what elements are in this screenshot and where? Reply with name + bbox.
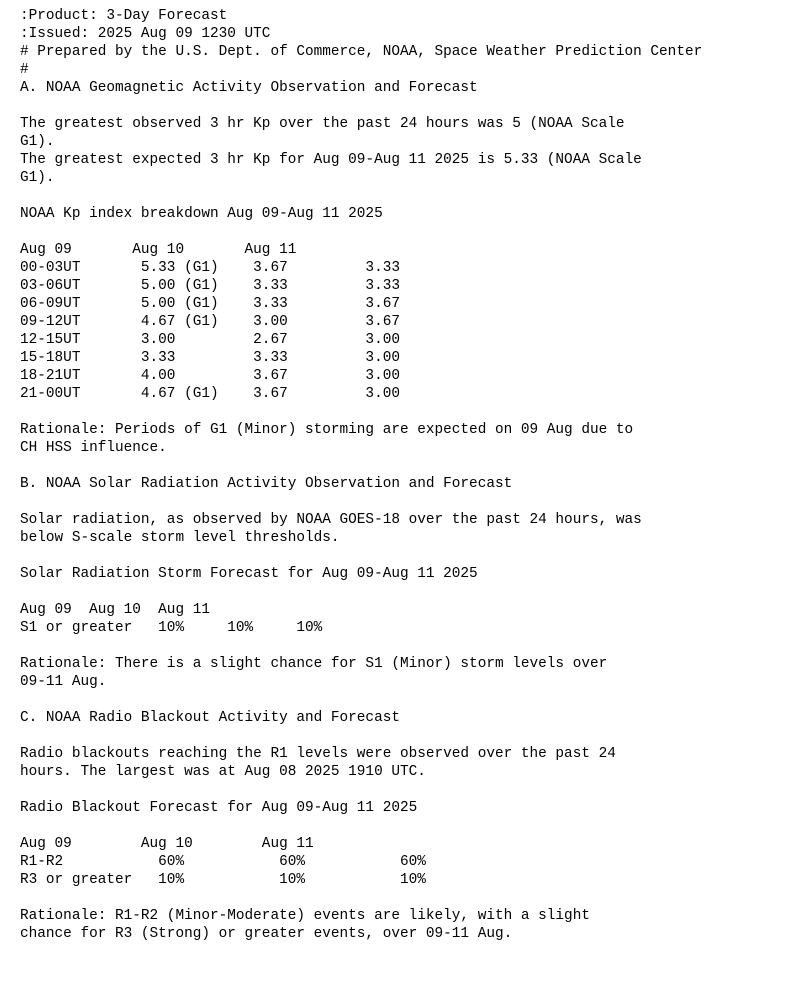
document-line: 15-18UT 3.33 3.33 3.00 — [20, 350, 400, 366]
document-line: B. NOAA Solar Radiation Activity Observation and Forecast — [20, 476, 513, 492]
document-line: S1 or greater 10% 10% 10% — [20, 620, 323, 636]
document-line — [20, 97, 800, 115]
document-line: 18-21UT 4.00 3.67 3.00 — [20, 368, 400, 384]
document-line: Radio blackouts reaching the R1 levels were observed over the past 24 — [20, 746, 616, 762]
document-line: The greatest expected 3 hr Kp for Aug 09-Aug 11 2025 is 5.33 (NOAA Scale — [20, 152, 642, 168]
document-line: C. NOAA Radio Blackout Activity and Forecast — [20, 710, 400, 726]
document-line: Radio Blackout Forecast for Aug 09-Aug 11 2025 — [20, 800, 418, 816]
document-line: R1-R2 60% 60% 60% — [20, 854, 426, 870]
document-line: 03-06UT 5.00 (G1) 3.33 3.33 — [20, 278, 400, 294]
document-line: G1). — [20, 134, 55, 150]
document-line — [20, 187, 800, 205]
document-line — [20, 817, 800, 835]
document-line — [20, 547, 800, 565]
document-line: 00-03UT 5.33 (G1) 3.67 3.33 — [20, 260, 400, 276]
document-line: 09-11 Aug. — [20, 674, 107, 690]
document-line — [20, 223, 800, 241]
document-line: Rationale: R1-R2 (Minor-Moderate) events are likely, with a slight — [20, 908, 590, 924]
document-line — [20, 691, 800, 709]
document-line: Aug 09 Aug 10 Aug 11 — [20, 836, 314, 852]
document-line: # Prepared by the U.S. Dept. of Commerce, NOAA, Space Weather Prediction Center — [20, 44, 703, 60]
document-line — [20, 889, 800, 907]
document-line: Rationale: There is a slight chance for S1 (Minor) storm levels over — [20, 656, 608, 672]
document-line — [20, 457, 800, 475]
document-line: The greatest observed 3 hr Kp over the past 24 hours was 5 (NOAA Scale — [20, 116, 625, 132]
document-line — [20, 583, 800, 601]
document-line — [20, 727, 800, 745]
document-line: CH HSS influence. — [20, 440, 167, 456]
document-line: G1). — [20, 170, 55, 186]
document-line: A. NOAA Geomagnetic Activity Observation and Forecast — [20, 80, 478, 96]
document-line: R3 or greater 10% 10% 10% — [20, 872, 426, 888]
document-line: Aug 09 Aug 10 Aug 11 — [20, 602, 210, 618]
document-line: :Product: 3-Day Forecast — [20, 8, 228, 24]
document-line — [20, 781, 800, 799]
document-line: NOAA Kp index breakdown Aug 09-Aug 11 2025 — [20, 206, 383, 222]
document-line: 09-12UT 4.67 (G1) 3.00 3.67 — [20, 314, 400, 330]
document-line — [20, 637, 800, 655]
document-line: 06-09UT 5.00 (G1) 3.33 3.67 — [20, 296, 400, 312]
document-line: 21-00UT 4.67 (G1) 3.67 3.00 — [20, 386, 400, 402]
document-line — [20, 403, 800, 421]
document-line: # — [20, 62, 29, 78]
document-line: Solar radiation, as observed by NOAA GOES-18 over the past 24 hours, was — [20, 512, 642, 528]
document-line: below S-scale storm level thresholds. — [20, 530, 340, 546]
document-line: chance for R3 (Strong) or greater events, over 09-11 Aug. — [20, 926, 513, 942]
document-line: 12-15UT 3.00 2.67 3.00 — [20, 332, 400, 348]
document-line — [20, 493, 800, 511]
document-line: hours. The largest was at Aug 08 2025 1910 UTC. — [20, 764, 426, 780]
document-line: :Issued: 2025 Aug 09 1230 UTC — [20, 26, 271, 42]
document-line: Solar Radiation Storm Forecast for Aug 09-Aug 11 2025 — [20, 566, 478, 582]
document-line: Rationale: Periods of G1 (Minor) storming are expected on 09 Aug due to — [20, 422, 634, 438]
document-line: Aug 09 Aug 10 Aug 11 — [20, 242, 297, 258]
